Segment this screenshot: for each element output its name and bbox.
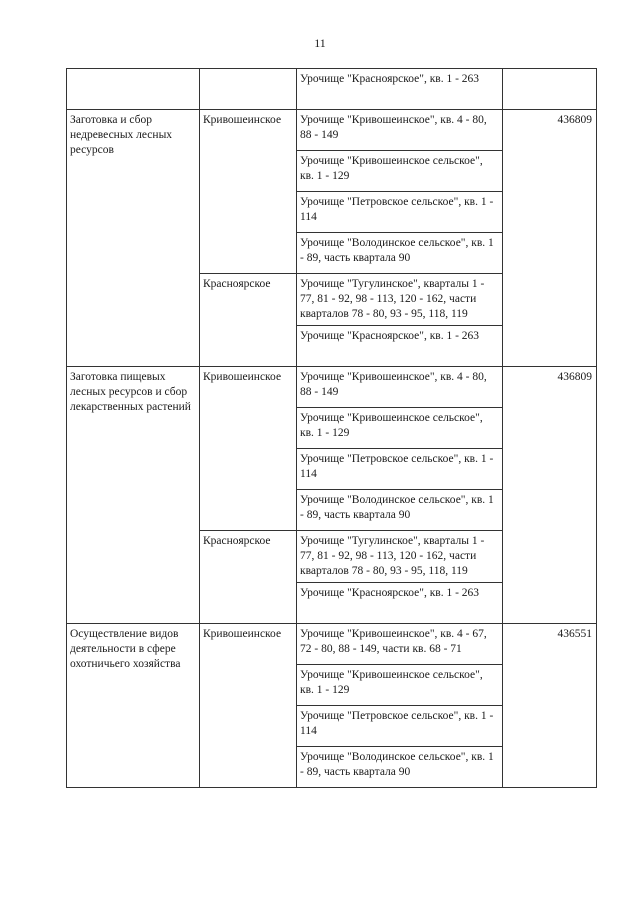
location-cell: Урочище "Кривошеинское сельское", кв. 1 - 129 xyxy=(297,665,503,706)
forestry-cell xyxy=(200,69,297,110)
location-cell: Урочище "Кривошеинское", кв. 4 - 80, 88 - 149 xyxy=(297,110,503,151)
forestry-cell: Кривошеинское xyxy=(200,367,297,531)
table-row xyxy=(67,69,597,110)
location-cell: Урочище "Кривошеинское сельское", кв. 1 - 129 xyxy=(297,408,503,449)
location-cell: Урочище "Володинское сельское", кв. 1 - 89, часть квартала 90 xyxy=(297,233,503,274)
location-cell: Урочище "Петровское сельское", кв. 1 - 114 xyxy=(297,192,503,233)
location-cell: Урочище "Петровское сельское", кв. 1 - 114 xyxy=(297,706,503,747)
location-cell: Урочище "Кривошеинское", кв. 4 - 67, 72 - 80, 88 - 149, части кв. 68 - 71 xyxy=(297,624,503,665)
page-number: 11 xyxy=(314,36,326,50)
code-cell: 436551 xyxy=(503,624,597,788)
code-cell: 436809 xyxy=(503,367,597,624)
activity-cell: Заготовка и сбор недревесных лесных ресурсов xyxy=(67,110,200,367)
location-cell: Урочище "Петровское сельское", кв. 1 - 114 xyxy=(297,449,503,490)
location-cell: Урочище "Красноярское", кв. 1 - 263 xyxy=(297,583,503,624)
table-row xyxy=(67,110,597,151)
forest-use-table xyxy=(66,68,597,788)
forestry-cell: Красноярское xyxy=(200,531,297,624)
location-cell: Урочище "Кривошеинское", кв. 4 - 80, 88 - 149 xyxy=(297,367,503,408)
forestry-cell: Кривошеинское xyxy=(200,110,297,274)
activity-cell: Осуществление видов деятельности в сфере охотничьего хозяйства xyxy=(67,624,200,788)
code-cell xyxy=(503,69,597,110)
activity-cell: Заготовка пищевых лесных ресурсов и сбор лекарственных растений xyxy=(67,367,200,624)
location-cell: Урочище "Кривошеинское сельское", кв. 1 - 129 xyxy=(297,151,503,192)
location-cell: Урочище "Красноярское", кв. 1 - 263 xyxy=(297,326,503,367)
forestry-cell: Кривошеинское xyxy=(200,624,297,788)
location-cell: Урочище "Володинское сельское", кв. 1 - 89, часть квартала 90 xyxy=(297,490,503,531)
table-row xyxy=(67,367,597,408)
table-row xyxy=(67,624,597,665)
forestry-cell: Красноярское xyxy=(200,274,297,367)
code-cell: 436809 xyxy=(503,110,597,367)
location-cell: Урочище "Тугулинское", кварталы 1 - 77, 81 - 92, 98 - 113, 120 - 162, части кварталов 78 - 80, 93 - 95, 118, 119 xyxy=(297,274,503,326)
location-cell: Урочище "Красноярское", кв. 1 - 263 xyxy=(297,69,503,110)
location-cell: Урочище "Володинское сельское", кв. 1 - 89, часть квартала 90 xyxy=(297,747,503,788)
activity-cell xyxy=(67,69,200,110)
location-cell: Урочище "Тугулинское", кварталы 1 - 77, 81 - 92, 98 - 113, 120 - 162, части кварталов 78 - 80, 93 - 95, 118, 119 xyxy=(297,531,503,583)
